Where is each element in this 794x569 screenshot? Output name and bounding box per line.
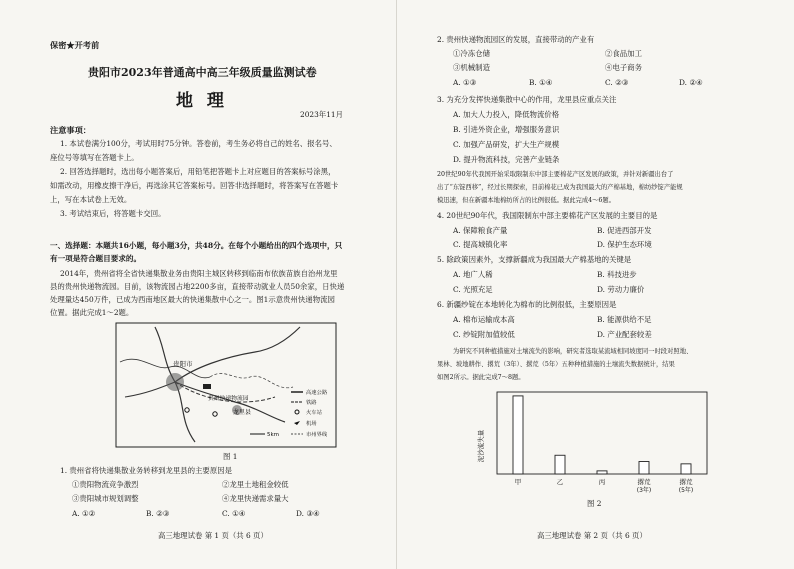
q3-option-b[interactable]: B. 引进外资企业，增强服务意识 [453,125,560,134]
chart-plot-frame [497,392,707,474]
q3-option-a[interactable]: A. 加大人力投入，降低物流价格 [453,110,560,119]
chart-bar [639,462,649,474]
q4-option-d[interactable]: D. 保护生态环境 [597,240,652,249]
q4-option-b[interactable]: B. 促进西部开发 [597,226,652,235]
q2-option-c[interactable]: C. ②③ [605,78,629,87]
exam-date: 2023年11月 [300,110,343,119]
q5-stem: 5. 除政策因素外，支撑新疆成为我国最大产棉基地的关键是 [437,255,632,264]
city-area [166,373,184,391]
figure2-caption: 图 2 [587,499,602,508]
soil-loss-bar-chart [467,388,717,498]
notes-heading: 注意事项： [50,125,91,135]
legend-label: 铁路 [306,400,317,406]
page2-footer: 高三地理试卷 第 2 页（共 6 页） [537,531,647,540]
q1-statement: ①贵阳物流竞争激烈 [72,480,139,489]
q2-statement: ①冷冻仓储 [453,49,490,58]
notes-line: 1. 本试卷满分100分，考试用时75分钟。答卷前，考生务必将自己的姓名、报名号、 [60,139,337,148]
chart-x-tick-sublabel: (5年) [678,487,694,494]
q1-option-b[interactable]: B. ②③ [146,509,170,518]
q6-stem: 6. 新疆纱锭在本地转化为棉布的比例很低，主要原因是 [437,300,617,309]
section1-heading: 一、选择题：本题共16小题，每小题3分，共48分。在每个小题给出的四个选项中，只 [50,241,343,250]
q2-option-b[interactable]: B. ①④ [529,78,553,87]
intro-line: 县的贵州快递物流园。目前，该物流园占地2200多亩，直接带动就业人员50余家，日快递 [50,282,345,291]
figure1-caption: 图 1 [223,452,238,461]
passage3-line: 为研究不同种植措施对土壤流失的影响，研究者选取某流域相同坡度同一时段对照地、 [453,348,693,355]
park-marker [203,384,211,389]
q5-option-d[interactable]: D. 劳动力廉价 [597,285,645,294]
notes-line: 上，写在本试卷上无效。 [50,195,132,204]
q6-option-b[interactable]: B. 能源供给不足 [597,315,652,324]
notes-line: 3. 考试结束后，将答题卡交回。 [60,209,166,218]
intro-line: 2014年，贵州省将全省快递集散业务由贵阳主城区转移到临南布依族苗族自治州龙里 [60,269,338,278]
q4-stem: 4. 20世纪90年代，我国限制东中部主要棉花产区发展的主要目的是 [437,211,658,220]
q2-statement: ④电子商务 [605,63,642,72]
chart-x-tick-label: 丙 [598,478,606,486]
q5-option-c[interactable]: C. 光照充足 [453,285,493,294]
chart-x-tick-label: 乙 [556,478,564,486]
park-label: 贵州快递物流园 [208,396,249,402]
q2-stem: 2. 贵州快递物流园区的发展，直接带动的产业有 [437,35,595,44]
airport-icon [213,412,217,416]
map-frame [116,323,336,447]
q3-stem: 3. 为充分发挥快递集散中心的作用，龙里县应重点关注 [437,95,617,104]
q2-option-d[interactable]: D. ②④ [679,78,703,87]
q1-option-c[interactable]: C. ①④ [222,509,246,518]
passage3-line: 果林、坡地耕作、撂荒（3年）、撂荒（5年）五种种植措施的土壤流失数据统计，结果 [437,361,675,368]
q5-option-a[interactable]: A. 地广人稀 [453,270,493,279]
section1-heading-cont: 有一项是符合题目要求的。 [50,254,142,263]
chart-bar [681,464,691,474]
boundary-line [120,359,210,378]
secret-label: 保密★开考前 [50,40,100,50]
q1-statement: ④龙里快递需求量大 [222,494,289,503]
passage2-line: 出了“东锭西移”，经过长期探索，目前棉花已成为我国最大的产棉基地，棉纺纱锭产能规 [437,184,683,191]
legend-airport-icon [294,421,300,425]
city-label: 贵阳市 [173,360,193,368]
chart-bar [597,471,607,474]
q2-statement: ③机械制造 [453,63,490,72]
q3-option-d[interactable]: D. 提升物流科技，完善产业链条 [453,155,560,164]
q6-option-a[interactable]: A. 棉布运输成本高 [453,315,515,324]
county-boundary-line [210,373,293,387]
intro-line: 处理量达450万件，已成为西南地区最大的快递集散中心之一。图1示意贵州快递物流园 [50,295,335,304]
q4-option-c[interactable]: C. 提高城镇化率 [453,240,508,249]
passage2-line: 20世纪90年代我国开始采取限制东中部主要棉花产区发展的政策，并针对新疆出台了 [437,171,674,178]
notes-line: 座位号等填写在答题卡上。 [50,153,139,162]
intro-line: 位置。据此完成1～2题。 [50,308,134,317]
q5-option-b[interactable]: B. 科技进步 [597,270,637,279]
q2-statement: ②食品加工 [605,49,642,58]
passage2-line: 模迅速，但在新疆本地棉纺所占的比例很低。据此完成4～6题。 [437,197,616,204]
subject-title: 地 理 [176,91,228,111]
notes-line: 2. 回答选择题时，选出每小题答案后，用铅笔把答题卡上对应题目的答案标号涂黑， [60,167,336,176]
q1-stem: 1. 贵州省将快递集散业务转移到龙里县的主要原因是 [60,466,232,475]
county-label: 龙里县 [233,409,252,416]
legend-label: 火车站 [306,410,322,416]
scale-label: 5km [267,432,280,438]
chart-y-axis-label: 泥沙流失量 [477,429,485,463]
chart-x-tick-label: 撂荒 [679,478,693,486]
location-map [115,322,345,450]
chart-x-tick-label: 甲 [514,478,522,486]
q2-option-a[interactable]: A. ①③ [453,78,477,87]
chart-bar [513,396,523,474]
page-right [397,0,794,569]
chart-bar [555,455,565,474]
chart-x-tick-sublabel: (3年) [636,487,652,494]
legend-label: 机场 [306,421,317,427]
q3-option-c[interactable]: C. 加强产品研发，扩大生产规模 [453,140,560,149]
q1-statement: ③贵阳城市规划调整 [72,494,139,503]
passage3-line: 如图2所示。据此完成7～8题。 [437,374,525,381]
q6-option-d[interactable]: D. 产业配套较差 [597,330,652,339]
notes-line: 如需改动，用橡皮擦干净后，再选涂其它答案标号。回答非选择题时，将答案写在答题卡 [50,181,339,190]
q1-option-a[interactable]: A. ①② [72,509,96,518]
train-station-icon [185,408,189,412]
exam-title: 贵阳市2023年普通高中高三年级质量监测试卷 [88,66,317,79]
chart-x-tick-label: 撂荒 [637,478,651,486]
q1-statement: ②龙里土地租金较低 [222,480,289,489]
legend-label: 高速公路 [306,390,328,396]
q4-option-a[interactable]: A. 保障粮食产量 [453,226,508,235]
page1-footer: 高三地理试卷 第 1 页（共 6 页） [158,531,268,540]
legend-train-icon [295,410,299,414]
q6-option-c[interactable]: C. 纱锭附加值较低 [453,330,515,339]
q1-option-d[interactable]: D. ③④ [296,509,320,518]
highway-line [175,382,285,422]
legend-label: 市州界线 [306,432,328,438]
